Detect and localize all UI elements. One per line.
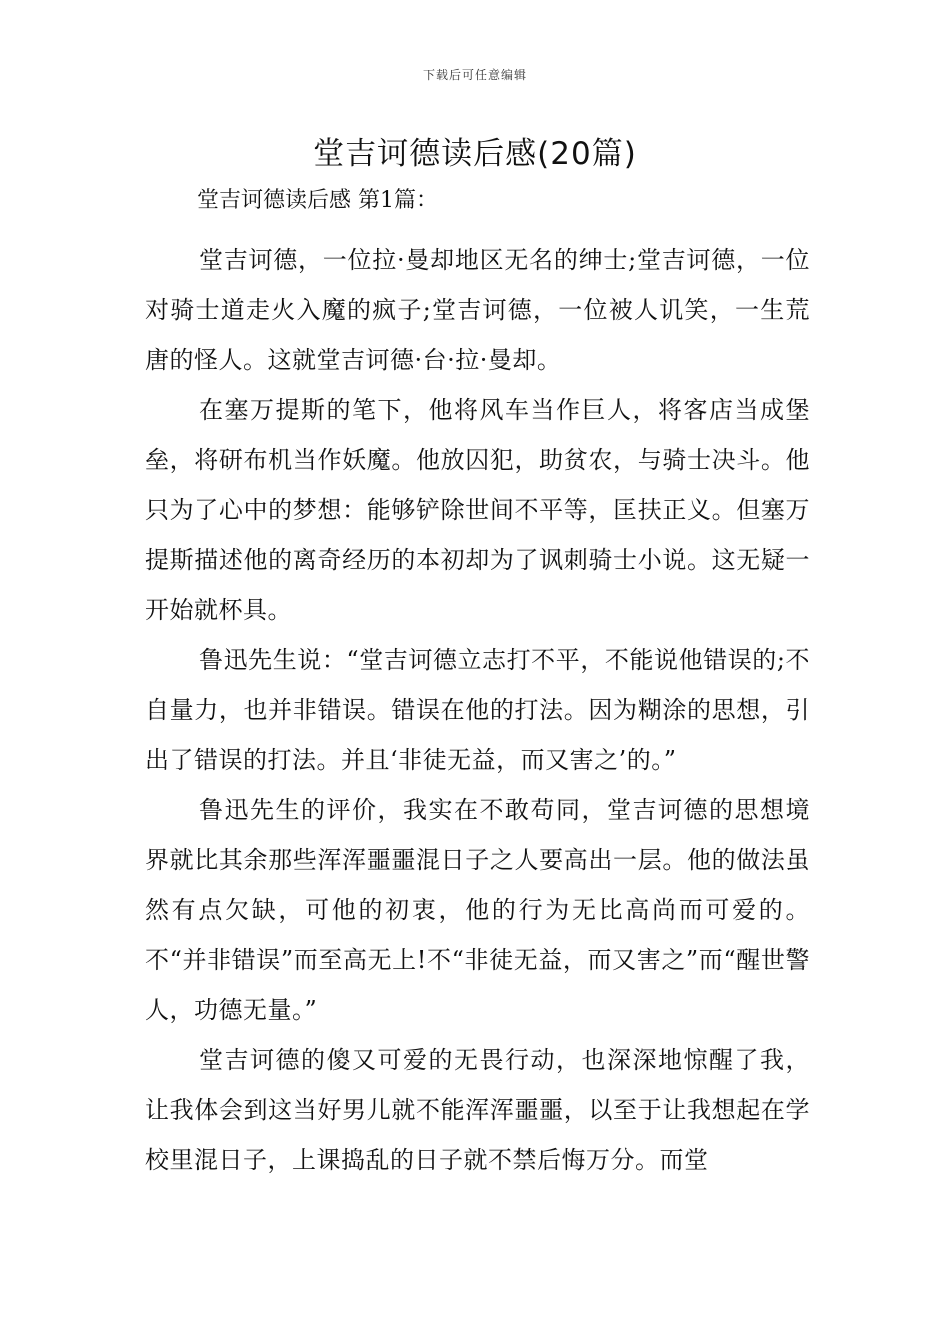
paragraph: 在塞万提斯的笔下，他将风车当作巨人，将客店当成堡垒，将研布机当作妖魔。他放囚犯，助贫农，与骑士决斗。他只为了心中的梦想：能够铲除世间不平等，匡扶正义。但塞万提斯描述他的离奇经历的本初却为了讽刺骑士小说。这无疑一开始就杯具。 [145,396,810,624]
document-title: 堂吉诃德读后感(20篇) [313,136,637,172]
paragraph: 堂吉诃德的傻又可爱的无畏行动，也深深地惊醒了我，让我体会到这当好男儿就不能浑浑噩噩，以至于让我想起在学校里混日子，上课捣乱的日子就不禁后悔万分。而堂 [145,1046,810,1174]
paragraph: 堂吉诃德，一位拉·曼却地区无名的绅士;堂吉诃德，一位对骑士道走火入魔的疯子;堂吉诃德，一位被人讥笑，一生荒唐的怪人。这就堂吉诃德·台·拉·曼却。 [145,246,810,374]
document-body [145,183,810,1185]
section-subtitle: 堂吉诃德读后感 第1篇： [197,188,438,213]
paragraph: 鲁迅先生说：“堂吉诃德立志打不平，不能说他错误的;不自量力，也并非错误。错误在他的打法。因为糊涂的思想，引出了错误的打法。并且‘非徒无益，而又害之’的。” [145,646,810,774]
header-note: 下载后可任意编辑 [422,68,527,82]
paragraph: 鲁迅先生的评价，我实在不敢苟同，堂吉诃德的思想境界就比其余那些浑浑噩噩混日子之人要高出一层。他的做法虽然有点欠缺，可他的初衷，他的行为无比高尚而可爱的。不“并非错误”而至高无上!不“非徒无益，而又害之”而“醒世警人，功德无量。” [145,796,810,1024]
